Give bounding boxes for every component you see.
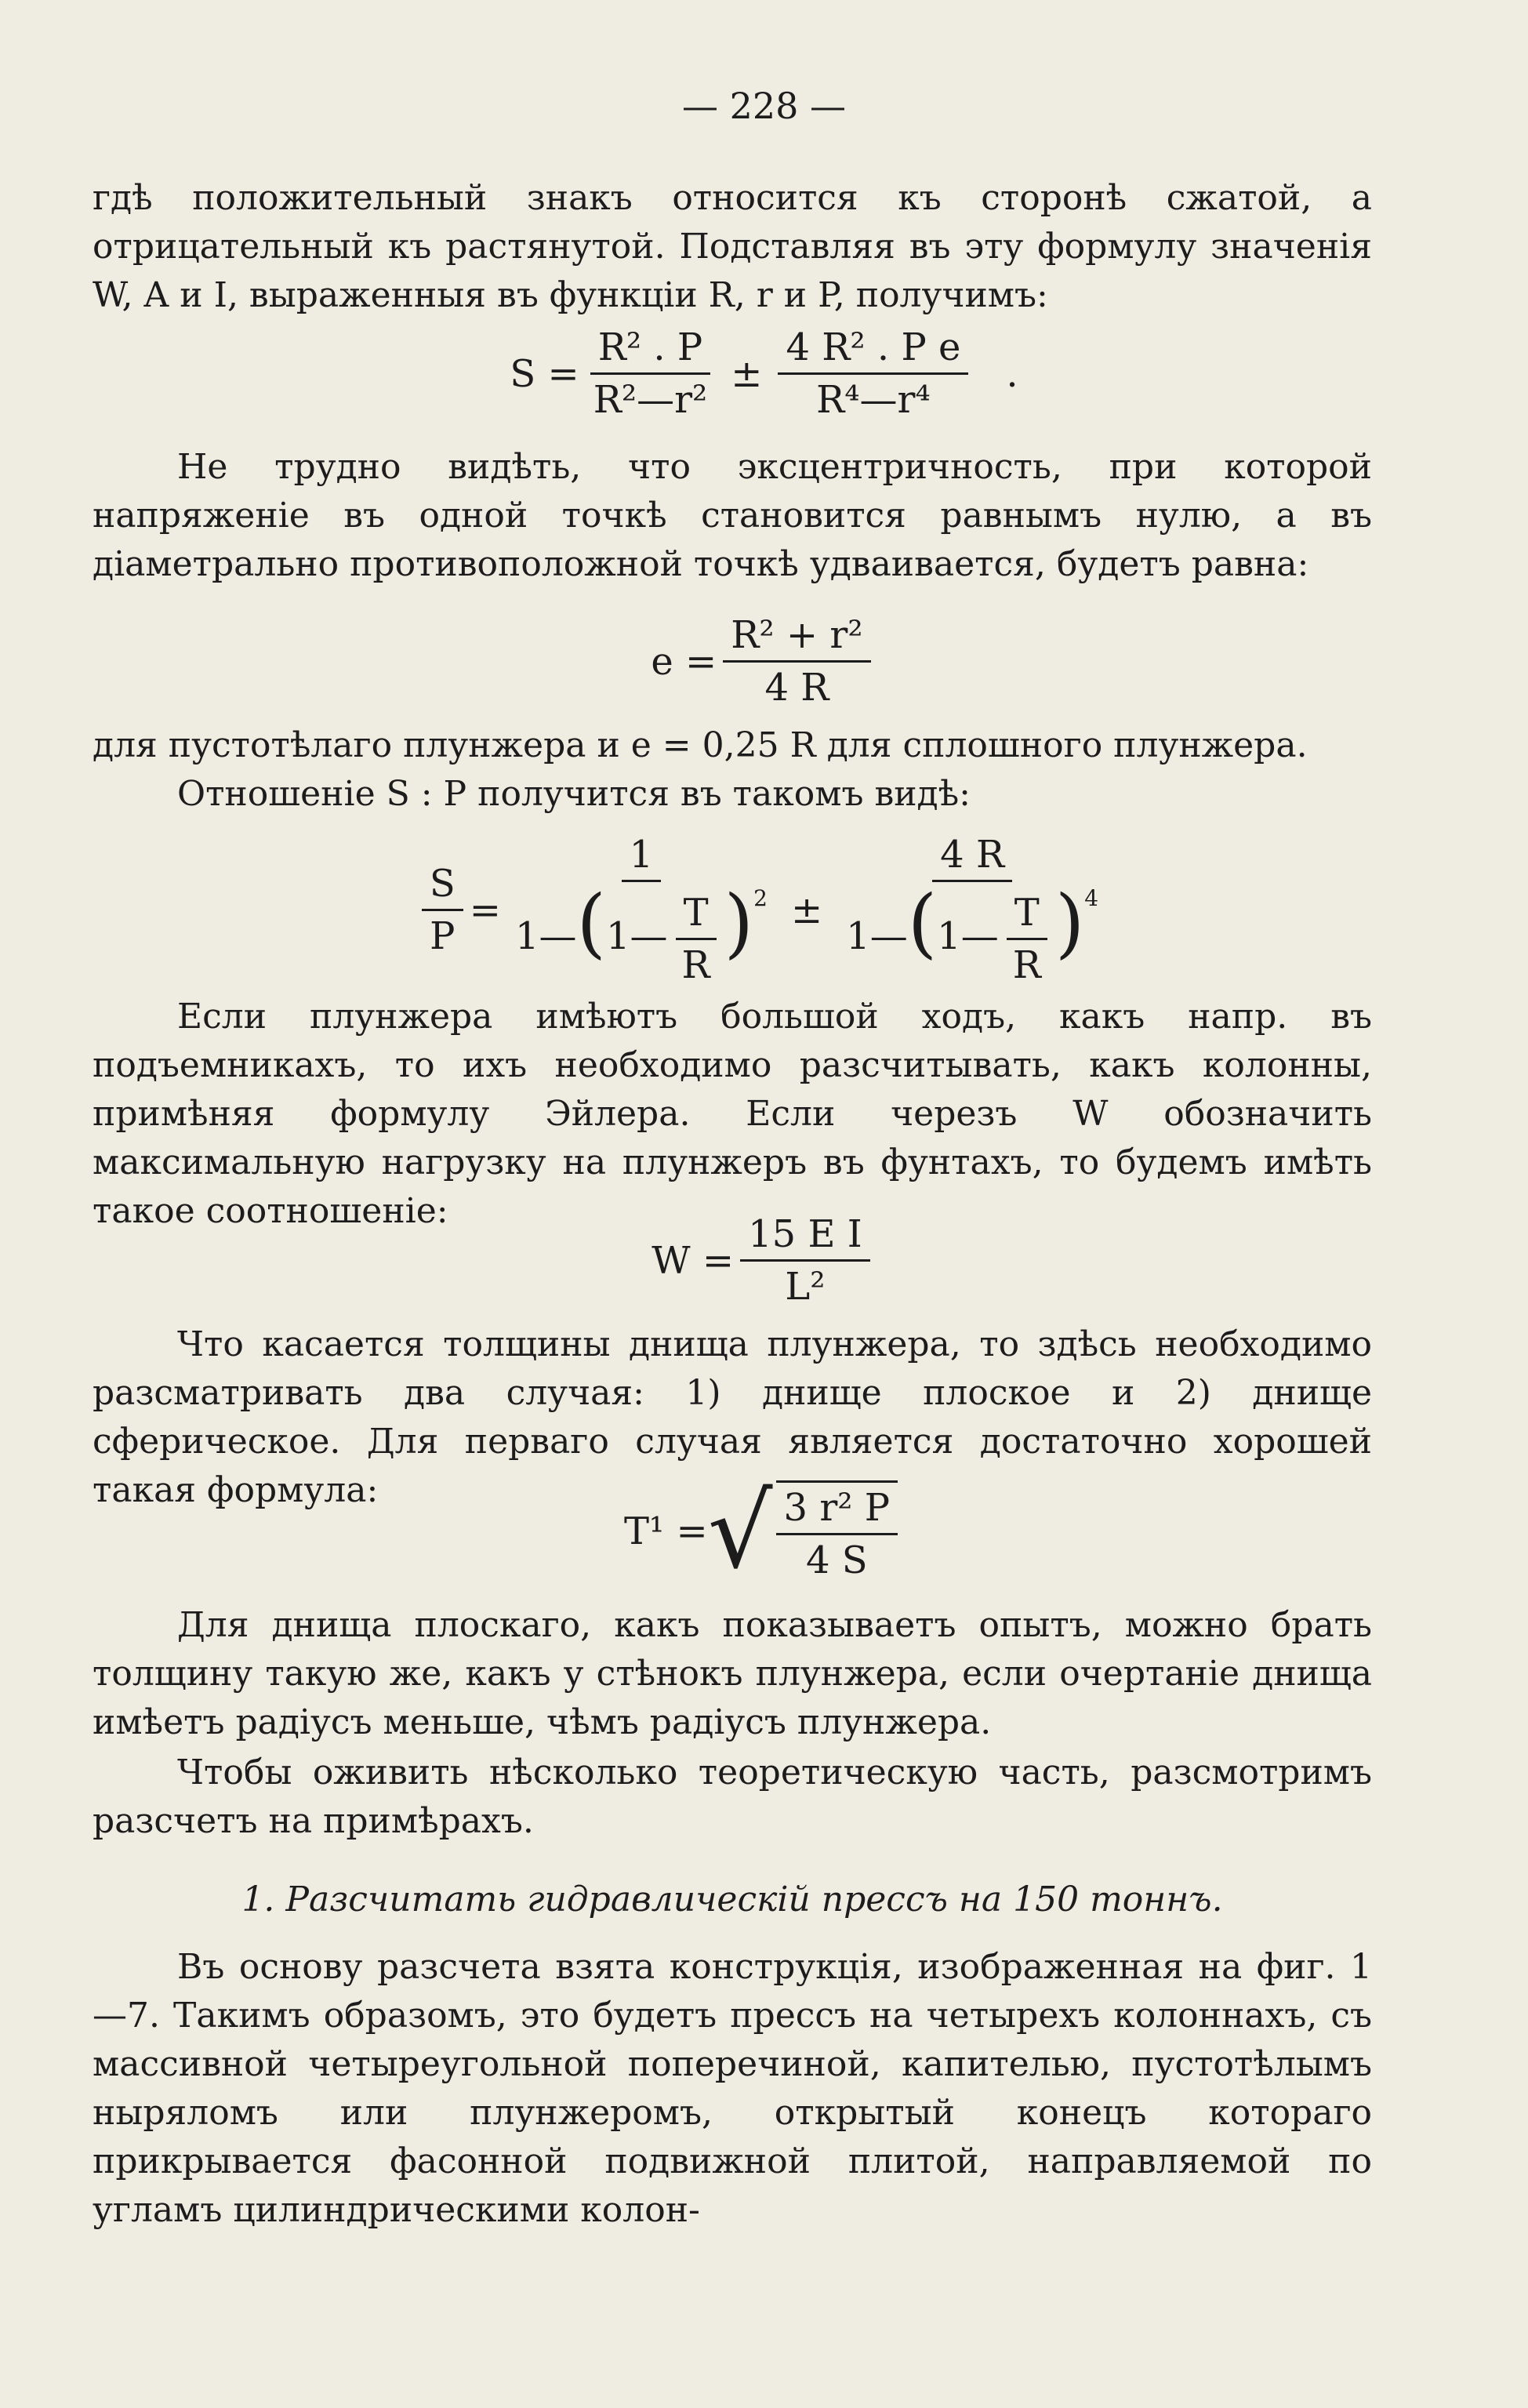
paragraph-8: Чтобы оживить нѣсколько теоретическую часть, разсмотримъ разсчетъ на примѣрахъ. [93,1752,1372,1841]
formula-ratio: $\frac{S}{P}$ = 1 1—(1— $\frac{T}{R}$ )$^2$ ± 4 R 1—(1— $\frac{T}{R}$ )$^4$ [0,833,1528,987]
paragraph-5: Если плунжера имѣютъ большой ходъ, какъ напр. въ подъемникахъ, то ихъ необходимо разсчитывать, какъ колонны, примѣняя формулу Эйлера. Если черезъ W обозначить максимальную нагрузку на плунжеръ въ фунтахъ, то будемъ имѣть такое соотношеніе: [93,997,1372,1231]
fraction-2: $\frac{\text{4 R² . P e}}{\text{R⁴—r⁴}}$ [778,325,968,422]
fraction-bottom: $\frac{\text{3 r² P}}{4 S}$ [776,1480,898,1582]
formula-eccentricity: e = $\frac{\text{R² + r²}}{4 R}$ [0,613,1528,710]
paragraph-3: для пустотѣлаго плунжера и e = 0,25 R для сплошного плунжера. [93,725,1308,765]
paragraph-6: Что касается толщины днища плунжера, то здѣсь необходимо разсматривать два случая: 1) днище плоское и 2) днище сферическое. Для перваго случая является достаточно хорошей такая формула: [93,1324,1372,1510]
formula-stress: S = $\frac{\text{R² . P}}{\text{R²—r²}}$ ± $\frac{\text{4 R² . P e}}{\text{R⁴—r⁴}}$ . [510,325,1018,422]
fraction-1: $\frac{\text{R² . P}}{\text{R²—r²}}$ [586,325,716,422]
radical-sign: √ [707,1472,773,1591]
example-heading: 1. Разсчитать гидравлическій прессъ на 150 тоннъ. [241,1880,1223,1919]
paragraph-1: гдѣ положительный знакъ относится къ сторонѣ сжатой, а отрицательный къ растянутой. Подставляя въ эту формулу значенія W, A и I, выраженныя въ функціи R, r и P, получимъ: [93,178,1372,315]
fraction-s-p: $\frac{S}{P}$ [422,862,463,958]
formula-lhs: S = [510,351,579,396]
paragraph-9: Въ основу разсчета взята конструкція, изображенная на фиг. 1—7. Такимъ образомъ, это будетъ прессъ на четырехъ колоннахъ, съ массивной четыреугольной поперечиной, капителью, пустотѣлымъ ныряломъ или плунжеромъ, открытый конецъ котораго прикрывается фасонной подвижной плитой, направляемой по угламъ цилиндрическими колон- [93,1947,1372,2230]
paragraph-7: Для днища плоскаго, какъ показываетъ опытъ, можно брать толщину такую же, какъ у стѣнокъ плунжера, если очертаніе днища имѣетъ радіусъ меньше, чѣмъ радіусъ плунжера. [93,1605,1372,1742]
fraction-eccentricity: $\frac{\text{R² + r²}}{4 R}$ [723,613,870,710]
fraction-euler: $\frac{\text{15 E I}}{\text{L²}}$ [740,1212,870,1309]
plus-minus-sign: ± [731,351,763,396]
formula-bottom-thickness: T¹ = √ $\frac{\text{3 r² P}}{4 S}$ [0,1480,1528,1582]
paragraph-2: Не трудно видѣть, что эксцентричность, при которой напряженіе въ одной точкѣ становится равнымъ нулю, а въ діаметрально противоположной точкѣ удваивается, будетъ равна: [93,447,1372,584]
fraction-term-2: 4 R 1—(1— $\frac{T}{R}$ )$^4$ [846,833,1099,987]
formula-euler: W = $\frac{\text{15 E I}}{\text{L²}}$ [0,1212,1528,1309]
page-number: — 228 — [681,85,847,127]
paragraph-4: Отношеніе S : P получится въ такомъ видѣ: [177,774,971,814]
fraction-term-1: 1 1—(1— $\frac{T}{R}$ )$^2$ [514,833,768,987]
